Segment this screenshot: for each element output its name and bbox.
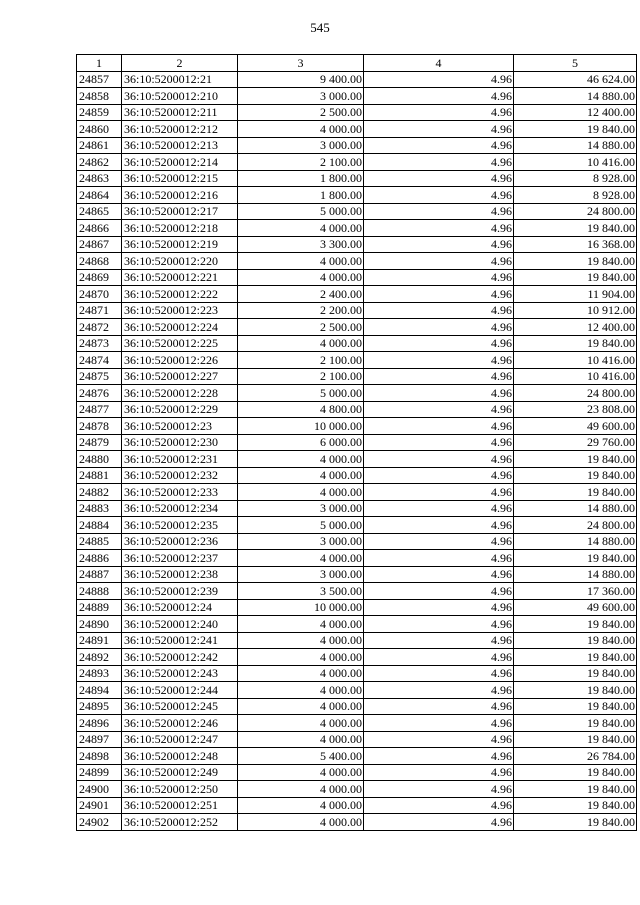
rate-cell: 4.96 bbox=[364, 187, 514, 204]
amount-cell: 19 840.00 bbox=[514, 616, 637, 633]
table-row bbox=[77, 583, 637, 600]
amount-cell: 24 800.00 bbox=[514, 203, 637, 220]
table-row bbox=[77, 319, 637, 336]
amount-cell: 19 840.00 bbox=[514, 335, 637, 352]
rate-cell: 4.96 bbox=[364, 121, 514, 138]
area-cell: 2 100.00 bbox=[238, 368, 364, 385]
area-cell: 2 100.00 bbox=[238, 154, 364, 171]
amount-cell: 12 400.00 bbox=[514, 104, 637, 121]
rate-cell: 4.96 bbox=[364, 550, 514, 567]
rate-cell: 4.96 bbox=[364, 253, 514, 270]
area-cell: 3 000.00 bbox=[238, 533, 364, 550]
table-row bbox=[77, 715, 637, 732]
table-row bbox=[77, 484, 637, 501]
amount-cell: 10 416.00 bbox=[514, 352, 637, 369]
table-row bbox=[77, 451, 637, 468]
table-row bbox=[77, 137, 637, 154]
row-number-cell: 24887 bbox=[77, 566, 122, 583]
rate-cell: 4.96 bbox=[364, 451, 514, 468]
cadastral-number-cell: 36:10:5200012:210 bbox=[122, 88, 238, 105]
table-row bbox=[77, 236, 637, 253]
rate-cell: 4.96 bbox=[364, 434, 514, 451]
area-cell: 2 200.00 bbox=[238, 302, 364, 319]
row-number-cell: 24893 bbox=[77, 665, 122, 682]
cadastral-number-cell: 36:10:5200012:235 bbox=[122, 517, 238, 534]
rate-cell: 4.96 bbox=[364, 335, 514, 352]
cadastral-number-cell: 36:10:5200012:21 bbox=[122, 71, 238, 88]
area-cell: 4 000.00 bbox=[238, 220, 364, 237]
cadastral-number-cell: 36:10:5200012:246 bbox=[122, 715, 238, 732]
amount-cell: 19 840.00 bbox=[514, 451, 637, 468]
table-row bbox=[77, 253, 637, 270]
area-cell: 5 000.00 bbox=[238, 385, 364, 402]
cadastral-number-cell: 36:10:5200012:222 bbox=[122, 286, 238, 303]
amount-cell: 11 904.00 bbox=[514, 286, 637, 303]
amount-cell: 19 840.00 bbox=[514, 698, 637, 715]
rate-cell: 4.96 bbox=[364, 286, 514, 303]
amount-cell: 19 840.00 bbox=[514, 253, 637, 270]
area-cell: 4 000.00 bbox=[238, 797, 364, 814]
table-row bbox=[77, 533, 637, 550]
amount-cell: 14 880.00 bbox=[514, 88, 637, 105]
row-number-cell: 24876 bbox=[77, 385, 122, 402]
rate-cell: 4.96 bbox=[364, 418, 514, 435]
rate-cell: 4.96 bbox=[364, 698, 514, 715]
row-number-cell: 24902 bbox=[77, 814, 122, 831]
row-number-cell: 24871 bbox=[77, 302, 122, 319]
row-number-cell: 24873 bbox=[77, 335, 122, 352]
row-number-cell: 24880 bbox=[77, 451, 122, 468]
area-cell: 4 000.00 bbox=[238, 467, 364, 484]
row-number-cell: 24899 bbox=[77, 764, 122, 781]
cadastral-number-cell: 36:10:5200012:231 bbox=[122, 451, 238, 468]
table-row bbox=[77, 352, 637, 369]
cadastral-number-cell: 36:10:5200012:216 bbox=[122, 187, 238, 204]
amount-cell: 49 600.00 bbox=[514, 599, 637, 616]
table-row bbox=[77, 220, 637, 237]
cadastral-number-cell: 36:10:5200012:219 bbox=[122, 236, 238, 253]
cadastral-number-cell: 36:10:5200012:239 bbox=[122, 583, 238, 600]
header-row bbox=[77, 55, 637, 72]
rate-cell: 4.96 bbox=[364, 616, 514, 633]
area-cell: 10 000.00 bbox=[238, 599, 364, 616]
table-row bbox=[77, 187, 637, 204]
rate-cell: 4.96 bbox=[364, 154, 514, 171]
row-number-cell: 24891 bbox=[77, 632, 122, 649]
table-row bbox=[77, 335, 637, 352]
cadastral-number-cell: 36:10:5200012:248 bbox=[122, 748, 238, 765]
row-number-cell: 24892 bbox=[77, 649, 122, 666]
area-cell: 3 500.00 bbox=[238, 583, 364, 600]
area-cell: 5 000.00 bbox=[238, 517, 364, 534]
page-number: 545 bbox=[310, 20, 330, 35]
amount-cell: 14 880.00 bbox=[514, 566, 637, 583]
table-row bbox=[77, 781, 637, 798]
rate-cell: 4.96 bbox=[364, 649, 514, 666]
table-header bbox=[77, 55, 637, 72]
area-cell: 2 500.00 bbox=[238, 319, 364, 336]
area-cell: 2 500.00 bbox=[238, 104, 364, 121]
cadastral-number-cell: 36:10:5200012:230 bbox=[122, 434, 238, 451]
table-row bbox=[77, 566, 637, 583]
amount-cell: 26 784.00 bbox=[514, 748, 637, 765]
rate-cell: 4.96 bbox=[364, 682, 514, 699]
row-number-cell: 24885 bbox=[77, 533, 122, 550]
table-row bbox=[77, 434, 637, 451]
column-header-1: 1 bbox=[77, 55, 122, 72]
cadastral-number-cell: 36:10:5200012:241 bbox=[122, 632, 238, 649]
amount-cell: 10 416.00 bbox=[514, 368, 637, 385]
table-row bbox=[77, 286, 637, 303]
table-row bbox=[77, 682, 637, 699]
amount-cell: 19 840.00 bbox=[514, 467, 637, 484]
cadastral-number-cell: 36:10:5200012:229 bbox=[122, 401, 238, 418]
row-number-cell: 24866 bbox=[77, 220, 122, 237]
amount-cell: 19 840.00 bbox=[514, 682, 637, 699]
rate-cell: 4.96 bbox=[364, 236, 514, 253]
rate-cell: 4.96 bbox=[364, 71, 514, 88]
amount-cell: 19 840.00 bbox=[514, 764, 637, 781]
rate-cell: 4.96 bbox=[364, 731, 514, 748]
amount-cell: 14 880.00 bbox=[514, 137, 637, 154]
area-cell: 5 400.00 bbox=[238, 748, 364, 765]
table-body bbox=[77, 71, 637, 830]
row-number-cell: 24860 bbox=[77, 121, 122, 138]
area-cell: 5 000.00 bbox=[238, 203, 364, 220]
amount-cell: 19 840.00 bbox=[514, 269, 637, 286]
column-header-3: 3 bbox=[238, 55, 364, 72]
area-cell: 3 300.00 bbox=[238, 236, 364, 253]
column-header-2: 2 bbox=[122, 55, 238, 72]
rate-cell: 4.96 bbox=[364, 269, 514, 286]
rate-cell: 4.96 bbox=[364, 665, 514, 682]
cadastral-number-cell: 36:10:5200012:221 bbox=[122, 269, 238, 286]
rate-cell: 4.96 bbox=[364, 203, 514, 220]
row-number-cell: 24857 bbox=[77, 71, 122, 88]
amount-cell: 19 840.00 bbox=[514, 220, 637, 237]
rate-cell: 4.96 bbox=[364, 137, 514, 154]
rate-cell: 4.96 bbox=[364, 566, 514, 583]
amount-cell: 19 840.00 bbox=[514, 715, 637, 732]
amount-cell: 8 928.00 bbox=[514, 170, 637, 187]
rate-cell: 4.96 bbox=[364, 797, 514, 814]
table-row bbox=[77, 814, 637, 831]
table-row bbox=[77, 550, 637, 567]
amount-cell: 10 912.00 bbox=[514, 302, 637, 319]
row-number-cell: 24859 bbox=[77, 104, 122, 121]
rate-cell: 4.96 bbox=[364, 583, 514, 600]
column-header-5: 5 bbox=[514, 55, 637, 72]
amount-cell: 19 840.00 bbox=[514, 814, 637, 831]
area-cell: 4 000.00 bbox=[238, 616, 364, 633]
amount-cell: 49 600.00 bbox=[514, 418, 637, 435]
area-cell: 3 000.00 bbox=[238, 500, 364, 517]
cadastral-number-cell: 36:10:5200012:215 bbox=[122, 170, 238, 187]
table-row bbox=[77, 748, 637, 765]
amount-cell: 19 840.00 bbox=[514, 665, 637, 682]
cadastral-number-cell: 36:10:5200012:250 bbox=[122, 781, 238, 798]
cadastral-number-cell: 36:10:5200012:244 bbox=[122, 682, 238, 699]
row-number-cell: 24877 bbox=[77, 401, 122, 418]
row-number-cell: 24894 bbox=[77, 682, 122, 699]
row-number-cell: 24881 bbox=[77, 467, 122, 484]
area-cell: 4 000.00 bbox=[238, 682, 364, 699]
area-cell: 9 400.00 bbox=[238, 71, 364, 88]
cadastral-number-cell: 36:10:5200012:252 bbox=[122, 814, 238, 831]
cadastral-number-cell: 36:10:5200012:233 bbox=[122, 484, 238, 501]
cadastral-number-cell: 36:10:5200012:249 bbox=[122, 764, 238, 781]
row-number-cell: 24875 bbox=[77, 368, 122, 385]
area-cell: 4 000.00 bbox=[238, 121, 364, 138]
rate-cell: 4.96 bbox=[364, 368, 514, 385]
table-row bbox=[77, 517, 637, 534]
table-row bbox=[77, 665, 637, 682]
row-number-cell: 24897 bbox=[77, 731, 122, 748]
amount-cell: 19 840.00 bbox=[514, 731, 637, 748]
area-cell: 3 000.00 bbox=[238, 137, 364, 154]
cadastral-number-cell: 36:10:5200012:218 bbox=[122, 220, 238, 237]
area-cell: 4 000.00 bbox=[238, 731, 364, 748]
amount-cell: 19 840.00 bbox=[514, 797, 637, 814]
amount-cell: 10 416.00 bbox=[514, 154, 637, 171]
row-number-cell: 24867 bbox=[77, 236, 122, 253]
area-cell: 1 800.00 bbox=[238, 187, 364, 204]
cadastral-number-cell: 36:10:5200012:232 bbox=[122, 467, 238, 484]
table-row bbox=[77, 170, 637, 187]
cadastral-number-cell: 36:10:5200012:214 bbox=[122, 154, 238, 171]
rate-cell: 4.96 bbox=[364, 599, 514, 616]
area-cell: 1 800.00 bbox=[238, 170, 364, 187]
cadastral-number-cell: 36:10:5200012:213 bbox=[122, 137, 238, 154]
area-cell: 2 100.00 bbox=[238, 352, 364, 369]
area-cell: 4 000.00 bbox=[238, 665, 364, 682]
amount-cell: 14 880.00 bbox=[514, 533, 637, 550]
area-cell: 6 000.00 bbox=[238, 434, 364, 451]
cadastral-number-cell: 36:10:5200012:240 bbox=[122, 616, 238, 633]
table-row bbox=[77, 632, 637, 649]
cadastral-number-cell: 36:10:5200012:234 bbox=[122, 500, 238, 517]
row-number-cell: 24883 bbox=[77, 500, 122, 517]
row-number-cell: 24870 bbox=[77, 286, 122, 303]
area-cell: 4 000.00 bbox=[238, 715, 364, 732]
row-number-cell: 24861 bbox=[77, 137, 122, 154]
rate-cell: 4.96 bbox=[364, 632, 514, 649]
table-row bbox=[77, 302, 637, 319]
amount-cell: 19 840.00 bbox=[514, 550, 637, 567]
row-number-cell: 24886 bbox=[77, 550, 122, 567]
table-row bbox=[77, 203, 637, 220]
row-number-cell: 24858 bbox=[77, 88, 122, 105]
area-cell: 4 000.00 bbox=[238, 451, 364, 468]
rate-cell: 4.96 bbox=[364, 533, 514, 550]
cadastral-number-cell: 36:10:5200012:228 bbox=[122, 385, 238, 402]
row-number-cell: 24888 bbox=[77, 583, 122, 600]
cadastral-number-cell: 36:10:5200012:247 bbox=[122, 731, 238, 748]
cadastral-number-cell: 36:10:5200012:245 bbox=[122, 698, 238, 715]
area-cell: 3 000.00 bbox=[238, 88, 364, 105]
amount-cell: 24 800.00 bbox=[514, 385, 637, 402]
cadastral-number-cell: 36:10:5200012:243 bbox=[122, 665, 238, 682]
rate-cell: 4.96 bbox=[364, 401, 514, 418]
table-row bbox=[77, 121, 637, 138]
amount-cell: 23 808.00 bbox=[514, 401, 637, 418]
row-number-cell: 24895 bbox=[77, 698, 122, 715]
row-number-cell: 24879 bbox=[77, 434, 122, 451]
table-row bbox=[77, 500, 637, 517]
table-row bbox=[77, 797, 637, 814]
row-number-cell: 24889 bbox=[77, 599, 122, 616]
area-cell: 4 000.00 bbox=[238, 335, 364, 352]
table-row bbox=[77, 385, 637, 402]
table-row bbox=[77, 649, 637, 666]
table-row bbox=[77, 418, 637, 435]
rate-cell: 4.96 bbox=[364, 764, 514, 781]
rate-cell: 4.96 bbox=[364, 517, 514, 534]
amount-cell: 14 880.00 bbox=[514, 500, 637, 517]
table-row bbox=[77, 88, 637, 105]
table-row bbox=[77, 599, 637, 616]
cadastral-number-cell: 36:10:5200012:225 bbox=[122, 335, 238, 352]
area-cell: 4 800.00 bbox=[238, 401, 364, 418]
area-cell: 4 000.00 bbox=[238, 269, 364, 286]
area-cell: 3 000.00 bbox=[238, 566, 364, 583]
cadastral-number-cell: 36:10:5200012:227 bbox=[122, 368, 238, 385]
area-cell: 4 000.00 bbox=[238, 550, 364, 567]
amount-cell: 19 840.00 bbox=[514, 781, 637, 798]
cadastral-number-cell: 36:10:5200012:217 bbox=[122, 203, 238, 220]
row-number-cell: 24864 bbox=[77, 187, 122, 204]
table-row bbox=[77, 104, 637, 121]
table-row bbox=[77, 467, 637, 484]
cadastral-number-cell: 36:10:5200012:236 bbox=[122, 533, 238, 550]
row-number-cell: 24862 bbox=[77, 154, 122, 171]
rate-cell: 4.96 bbox=[364, 170, 514, 187]
table-row bbox=[77, 368, 637, 385]
row-number-cell: 24896 bbox=[77, 715, 122, 732]
rate-cell: 4.96 bbox=[364, 352, 514, 369]
cadastral-number-cell: 36:10:5200012:238 bbox=[122, 566, 238, 583]
table-row bbox=[77, 401, 637, 418]
rate-cell: 4.96 bbox=[364, 385, 514, 402]
cadastral-number-cell: 36:10:5200012:237 bbox=[122, 550, 238, 567]
row-number-cell: 24882 bbox=[77, 484, 122, 501]
amount-cell: 29 760.00 bbox=[514, 434, 637, 451]
amount-cell: 12 400.00 bbox=[514, 319, 637, 336]
row-number-cell: 24869 bbox=[77, 269, 122, 286]
area-cell: 2 400.00 bbox=[238, 286, 364, 303]
amount-cell: 24 800.00 bbox=[514, 517, 637, 534]
row-number-cell: 24900 bbox=[77, 781, 122, 798]
cadastral-number-cell: 36:10:5200012:220 bbox=[122, 253, 238, 270]
amount-cell: 19 840.00 bbox=[514, 632, 637, 649]
cadastral-number-cell: 36:10:5200012:224 bbox=[122, 319, 238, 336]
cadastral-number-cell: 36:10:5200012:211 bbox=[122, 104, 238, 121]
data-table bbox=[76, 54, 637, 831]
rate-cell: 4.96 bbox=[364, 467, 514, 484]
amount-cell: 8 928.00 bbox=[514, 187, 637, 204]
cadastral-number-cell: 36:10:5200012:23 bbox=[122, 418, 238, 435]
amount-cell: 19 840.00 bbox=[514, 484, 637, 501]
rate-cell: 4.96 bbox=[364, 302, 514, 319]
row-number-cell: 24874 bbox=[77, 352, 122, 369]
table-row bbox=[77, 698, 637, 715]
rate-cell: 4.96 bbox=[364, 781, 514, 798]
table-row bbox=[77, 71, 637, 88]
cadastral-number-cell: 36:10:5200012:226 bbox=[122, 352, 238, 369]
row-number-cell: 24872 bbox=[77, 319, 122, 336]
row-number-cell: 24884 bbox=[77, 517, 122, 534]
row-number-cell: 24901 bbox=[77, 797, 122, 814]
table-row bbox=[77, 269, 637, 286]
cadastral-number-cell: 36:10:5200012:24 bbox=[122, 599, 238, 616]
area-cell: 4 000.00 bbox=[238, 764, 364, 781]
area-cell: 4 000.00 bbox=[238, 781, 364, 798]
cadastral-number-cell: 36:10:5200012:212 bbox=[122, 121, 238, 138]
row-number-cell: 24898 bbox=[77, 748, 122, 765]
row-number-cell: 24868 bbox=[77, 253, 122, 270]
rate-cell: 4.96 bbox=[364, 319, 514, 336]
rate-cell: 4.96 bbox=[364, 220, 514, 237]
area-cell: 4 000.00 bbox=[238, 632, 364, 649]
amount-cell: 46 624.00 bbox=[514, 71, 637, 88]
row-number-cell: 24865 bbox=[77, 203, 122, 220]
rate-cell: 4.96 bbox=[364, 88, 514, 105]
rate-cell: 4.96 bbox=[364, 104, 514, 121]
area-cell: 4 000.00 bbox=[238, 484, 364, 501]
amount-cell: 19 840.00 bbox=[514, 649, 637, 666]
amount-cell: 17 360.00 bbox=[514, 583, 637, 600]
cadastral-number-cell: 36:10:5200012:223 bbox=[122, 302, 238, 319]
table-row bbox=[77, 154, 637, 171]
table-row bbox=[77, 764, 637, 781]
row-number-cell: 24878 bbox=[77, 418, 122, 435]
cadastral-number-cell: 36:10:5200012:242 bbox=[122, 649, 238, 666]
area-cell: 4 000.00 bbox=[238, 814, 364, 831]
rate-cell: 4.96 bbox=[364, 748, 514, 765]
rate-cell: 4.96 bbox=[364, 715, 514, 732]
rate-cell: 4.96 bbox=[364, 814, 514, 831]
cadastral-number-cell: 36:10:5200012:251 bbox=[122, 797, 238, 814]
area-cell: 4 000.00 bbox=[238, 649, 364, 666]
rate-cell: 4.96 bbox=[364, 500, 514, 517]
amount-cell: 16 368.00 bbox=[514, 236, 637, 253]
amount-cell: 19 840.00 bbox=[514, 121, 637, 138]
rate-cell: 4.96 bbox=[364, 484, 514, 501]
row-number-cell: 24863 bbox=[77, 170, 122, 187]
area-cell: 4 000.00 bbox=[238, 253, 364, 270]
area-cell: 4 000.00 bbox=[238, 698, 364, 715]
column-header-4: 4 bbox=[364, 55, 514, 72]
table-row bbox=[77, 616, 637, 633]
row-number-cell: 24890 bbox=[77, 616, 122, 633]
table-row bbox=[77, 731, 637, 748]
area-cell: 10 000.00 bbox=[238, 418, 364, 435]
